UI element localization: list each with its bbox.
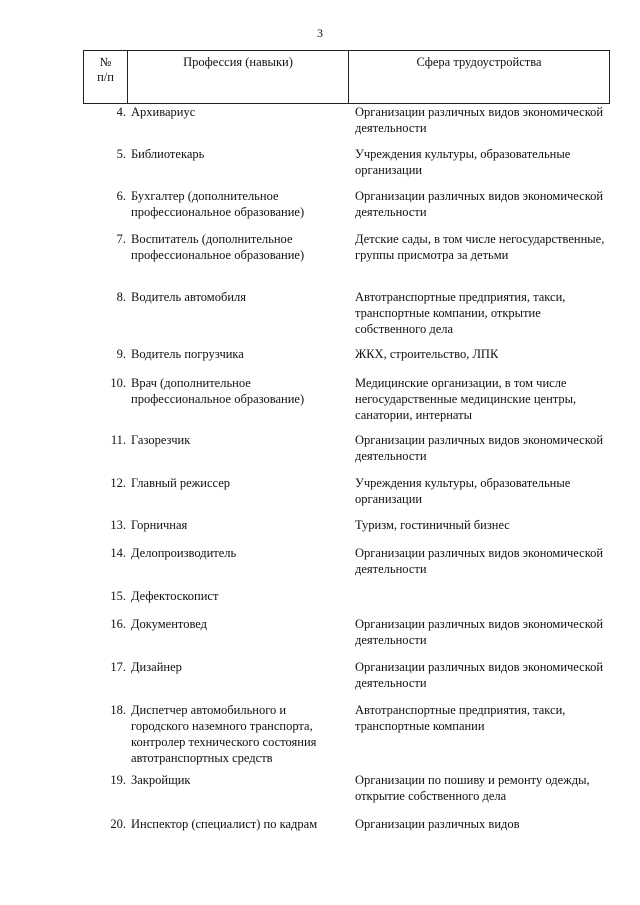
row-number: 15. [110,589,126,603]
row-profession: Врач (дополнительное профессиональное образование) [131,376,305,406]
row-profession: Инспектор (специалист) по кадрам [131,817,318,831]
row-profession: Делопроизводитель [131,546,237,560]
header-number-label: № п/п [97,55,114,84]
row-profession: Горничная [131,518,188,532]
row-sphere: Организации различных видов экономической деятельности [355,105,604,135]
row-number: 14. [110,546,126,560]
row-profession: Библиотекарь [131,147,205,161]
row-sphere: Организации различных видов экономической деятельности [355,189,604,219]
table-header [83,50,610,104]
row-number: 8. [116,290,126,304]
row-sphere: Туризм, гостиничный бизнес [355,518,510,532]
header-number-cell [84,51,128,104]
row-profession: Дизайнер [131,660,182,674]
row-profession: Водитель погрузчика [131,347,244,361]
row-number: 11. [110,433,126,447]
row-profession: Дефектоскопист [131,589,219,603]
row-number: 17. [110,660,126,674]
row-profession: Водитель автомобиля [131,290,246,304]
row-number: 10. [110,376,126,390]
row-sphere: Автотранспортные предприятия, такси, транспортные компании, открытие собственного дела [355,290,566,336]
row-profession: Главный режиссер [131,476,231,490]
row-sphere: ЖКХ, строительство, ЛПК [355,347,499,361]
row-number: 12. [110,476,126,490]
row-sphere: Автотранспортные предприятия, такси, транспортные компании [355,703,566,733]
row-sphere: Организации различных видов экономической деятельности [355,433,604,463]
row-sphere: Организации различных видов экономической деятельности [355,660,604,690]
row-number: 20. [110,817,126,831]
row-number: 19. [110,773,126,787]
row-profession: Архивариус [131,105,196,119]
row-number: 6. [116,189,126,203]
row-number: 16. [110,617,126,631]
row-number: 9. [116,347,126,361]
row-sphere: Организации различных видов экономической деятельности [355,546,604,576]
row-profession: Документовед [131,617,208,631]
row-number: 4. [116,105,126,119]
header-profession-label: Профессия (навыки) [183,55,293,69]
header-sphere-cell [349,51,610,104]
row-number: 18. [110,703,126,717]
row-sphere: Организации различных видов экономической деятельности [355,617,604,647]
row-profession: Бухгалтер (дополнительное профессиональное образование) [131,189,305,219]
page-number: 3 [317,26,323,40]
row-sphere: Детские сады, в том числе негосударственные, группы присмотра за детьми [355,232,605,262]
row-number: 13. [110,518,126,532]
header-profession-cell [128,51,349,104]
row-sphere: Учреждения культуры, образовательные организации [355,476,571,506]
row-sphere: Организации по пошиву и ремонту одежды, открытие собственного дела [355,773,590,803]
row-profession: Закройщик [131,773,191,787]
row-profession: Диспетчер автомобильного и городского наземного транспорта, контролер технического состояния автотранспортных средств [131,703,317,765]
row-profession: Газорезчик [131,433,191,447]
row-number: 7. [116,232,126,246]
header-sphere-label: Сфера трудоустройства [416,55,542,69]
row-number: 5. [116,147,126,161]
row-sphere: Медицинские организации, в том числе негосударственные медицинские центры, санатории, интернаты [355,376,577,422]
row-profession: Воспитатель (дополнительное профессиональное образование) [131,232,305,262]
row-sphere: Учреждения культуры, образовательные организации [355,147,571,177]
row-sphere: Организации различных видов [355,817,520,831]
